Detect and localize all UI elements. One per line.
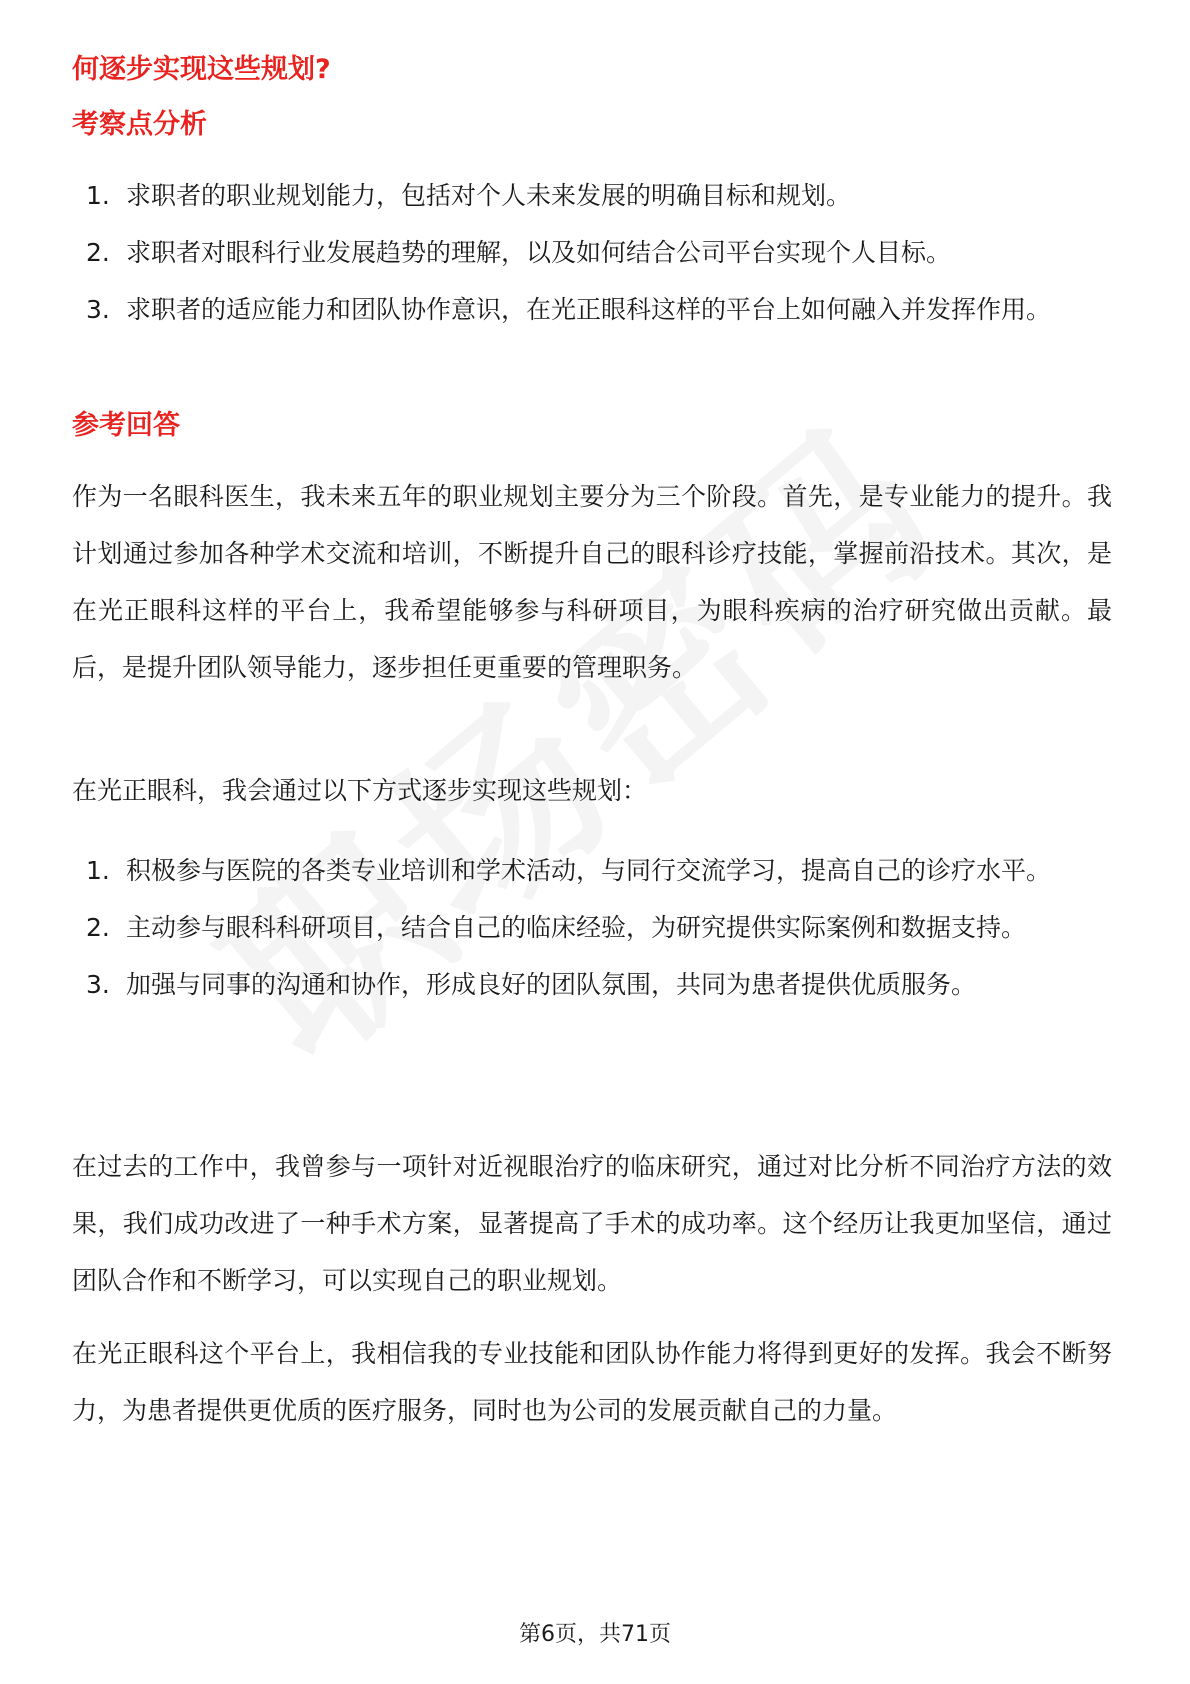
watermark bbox=[160, 313, 1081, 1167]
list-item bbox=[72, 281, 1112, 338]
answer-list bbox=[72, 842, 1112, 1013]
list-item-text: 积极参与医院的各类专业培训和学术活动，与同行交流学习，提高自己的诊疗水平。 bbox=[126, 856, 1052, 885]
list-number: 1. bbox=[86, 181, 110, 210]
list-number: 3. bbox=[86, 970, 110, 999]
answer-paragraph-3: 在过去的工作中，我曾参与一项针对近视眼治疗的临床研究，通过对比分析不同治疗方法的效果，我们成功改进了一种手术方案，显著提高了手术的成功率。这个经历让我更加坚信，通过团队合作和不断学习，可以实现自己的职业规划。 bbox=[72, 1152, 1112, 1295]
answer-paragraph-2: 在光正眼科，我会通过以下方式逐步实现这些规划： bbox=[72, 776, 648, 805]
list-item bbox=[72, 224, 1112, 281]
list-item-text: 求职者的适应能力和团队协作意识，在光正眼科这样的平台上如何融入并发挥作用。 bbox=[126, 295, 1052, 324]
list-item bbox=[72, 167, 1112, 224]
list-item bbox=[72, 899, 1112, 956]
analysis-section-title: 考察点分析 bbox=[72, 109, 207, 140]
answer-paragraph-4: 在光正眼科这个平台上，我相信我的专业技能和团队协作能力将得到更好的发挥。我会不断努力，为患者提供更优质的医疗服务，同时也为公司的发展贡献自己的力量。 bbox=[72, 1339, 1112, 1425]
question-heading: 何逐步实现这些规划? bbox=[72, 54, 331, 85]
page-footer: 第6页，共71页 bbox=[519, 1622, 671, 1647]
list-number: 2. bbox=[86, 913, 110, 942]
list-number: 2. bbox=[86, 238, 110, 267]
list-number: 1. bbox=[86, 856, 110, 885]
answer-section-title: 参考回答 bbox=[72, 410, 180, 441]
list-item bbox=[72, 956, 1112, 1013]
list-number: 3. bbox=[86, 295, 110, 324]
answer-paragraph-1: 作为一名眼科医生，我未来五年的职业规划主要分为三个阶段。首先，是专业能力的提升。我计划通过参加各种学术交流和培训，不断提升自己的眼科诊疗技能，掌握前沿技术。其次，是在光正眼科这样的平台上，我希望能够参与科研项目，为眼科疾病的治疗研究做出贡献。最后，是提升团队领导能力，逐步担任更重要的管理职务。 bbox=[72, 482, 1112, 682]
list-item-text: 求职者对眼科行业发展趋势的理解，以及如何结合公司平台实现个人目标。 bbox=[126, 238, 952, 267]
list-item-text: 求职者的职业规划能力，包括对个人未来发展的明确目标和规划。 bbox=[126, 181, 852, 210]
list-item-text: 主动参与眼科科研项目，结合自己的临床经验，为研究提供实际案例和数据支持。 bbox=[126, 913, 1027, 942]
list-item-text: 加强与同事的沟通和协作，形成良好的团队氛围，共同为患者提供优质服务。 bbox=[126, 970, 977, 999]
analysis-list bbox=[72, 167, 1112, 338]
list-item bbox=[72, 842, 1112, 899]
